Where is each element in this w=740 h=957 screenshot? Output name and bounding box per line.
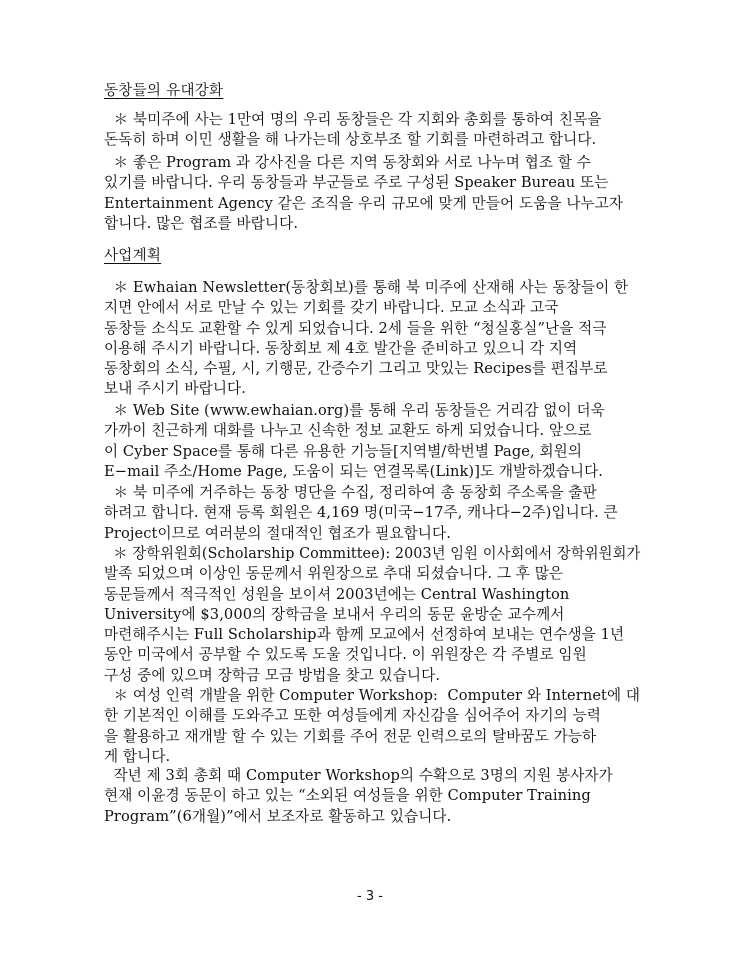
paragraph-scholarship [104, 544, 640, 686]
text-line: 동창들 소식도 교환할 수 있게 되었습니다. 2세 들을 위한 “청실홍실”난을 적극 [104, 319, 607, 337]
paragraph-volunteers [104, 766, 640, 827]
paragraph-web-site [104, 401, 640, 482]
paragraph-directory [104, 483, 640, 544]
paragraph-newsletter [104, 278, 640, 400]
paragraph-speaker-bureau [104, 153, 640, 234]
text-line: 작년 제 3회 총회 때 Computer Workshop의 수확으로 3명의 지원 봉사자가 [104, 767, 613, 784]
text-line: 동문들께서 적극적인 성원을 보이셔 2003년에는 Central Washington [104, 585, 570, 603]
paragraph-alumni-mutual-aid [104, 110, 640, 151]
text-line: 을 활용하고 재개발 할 수 있는 기회를 주어 전문 인력으로의 탈바꿈도 가능하 [104, 727, 597, 745]
text-line: University에 $3,000의 장학금을 보내서 우리의 동문 윤방순 교수께서 [104, 605, 565, 623]
text-line: ＊ 북 미주에 거주하는 동창 명단을 수집, 정리하여 총 동창회 주소록을 출판 [104, 484, 597, 501]
text-line: ＊ Web Site (www.ewhaian.org)를 통해 우리 동창들은 거리감 없이 더욱 [104, 402, 605, 419]
text-line: 지면 안에서 서로 만날 수 있는 기회를 갖기 바랍니다. 모교 소식과 고국 [104, 299, 559, 317]
text-line: ＊ Ewhaian Newsletter(동창회보)를 통해 북 미주에 산재해 사는 동창들이 한 [104, 279, 629, 296]
section-heading-business-plan: 사업계획 [104, 248, 162, 264]
text-line: 이용해 주시기 바랍니다. 동창회보 제 4호 발간을 준비하고 있으니 각 지역 [104, 339, 578, 357]
text-line: 동창회의 소식, 수필, 시, 기행문, 간증수기 그리고 맛있는 Recipes를 편집부로 [104, 360, 608, 378]
text-line: 가까이 친근하게 대화를 나누고 신속한 정보 교환도 하게 되었습니다. 앞으로 [104, 422, 592, 440]
page-number: - 3 - [357, 889, 383, 904]
text-line: 합니다. 많은 협조를 바랍니다. [104, 214, 299, 232]
text-line: E−mail 주소/Home Page, 도움이 되는 연결목록(Link)]도 개발하겠습니다. [104, 462, 604, 480]
text-line: Program”(6개월)”에서 보조자로 활동하고 있습니다. [104, 807, 452, 825]
text-line: 구성 중에 있으며 장학금 모금 방법을 찾고 있습니다. [104, 666, 441, 684]
paragraph-computer-workshop [104, 686, 640, 767]
text-line: ＊ 여성 인력 개발을 위한 Computer Workshop: Computer 와 Internet에 대 [104, 687, 641, 704]
text-line: 보내 주시기 바랍니다. [104, 380, 246, 398]
text-line: ＊ 북미주에 사는 1만여 명의 우리 동창들은 각 지회와 총회를 통하여 친목을 [104, 111, 602, 128]
text-line: ＊ 장학위원회(Scholarship Committee): 2003년 임원 이사회에서 장학위원회가 [104, 545, 641, 562]
text-line: 게 합니다. [104, 747, 171, 765]
text-line: 발족 되었으며 이상인 동문께서 위원장으로 추대 되셨습니다. 그 후 많은 [104, 565, 564, 583]
text-line: 이 Cyber Space를 통해 다른 유용한 기능들[지역별/학번별 Page, 회원의 [104, 442, 583, 460]
text-line: ＊ 좋은 Program 과 강사진을 다른 지역 동창회와 서로 나누며 협조 할 수 [104, 154, 591, 171]
text-line: Project이므로 여러분의 절대적인 협조가 필요합니다. [104, 524, 451, 542]
text-line: 돈독히 하며 이민 생활을 해 나가는데 상호부조 할 기회를 마련하려고 합니다. [104, 131, 597, 149]
text-line: 현재 이윤경 동문이 하고 있는 “소외된 여성들을 위한 Computer Training [104, 787, 591, 805]
text-line: 있기를 바랍니다. 우리 동창들과 부군들로 주로 구성된 Speaker Bureau 또는 [104, 174, 609, 192]
text-line: 한 기본적인 이해를 도와주고 또한 여성들에게 자신감을 심어주어 자기의 능력 [104, 707, 601, 725]
text-line: 마련해주시는 Full Scholarship과 함께 모교에서 선정하여 보내는 연수생을 1년 [104, 626, 625, 644]
section-heading-alumni-bond: 동창들의 유대강화 [104, 83, 224, 99]
text-line: 하려고 합니다. 현재 등록 회원은 4,169 명(미국−17주, 캐나다−2주)입니다. 큰 [104, 504, 618, 522]
text-line: 동안 미국에서 공부할 수 있도록 도울 것입니다. 이 위원장은 각 주별로 임원 [104, 646, 587, 664]
text-line: Entertainment Agency 같은 조직을 우리 규모에 맞게 만들어 도움을 나누고자 [104, 194, 624, 212]
